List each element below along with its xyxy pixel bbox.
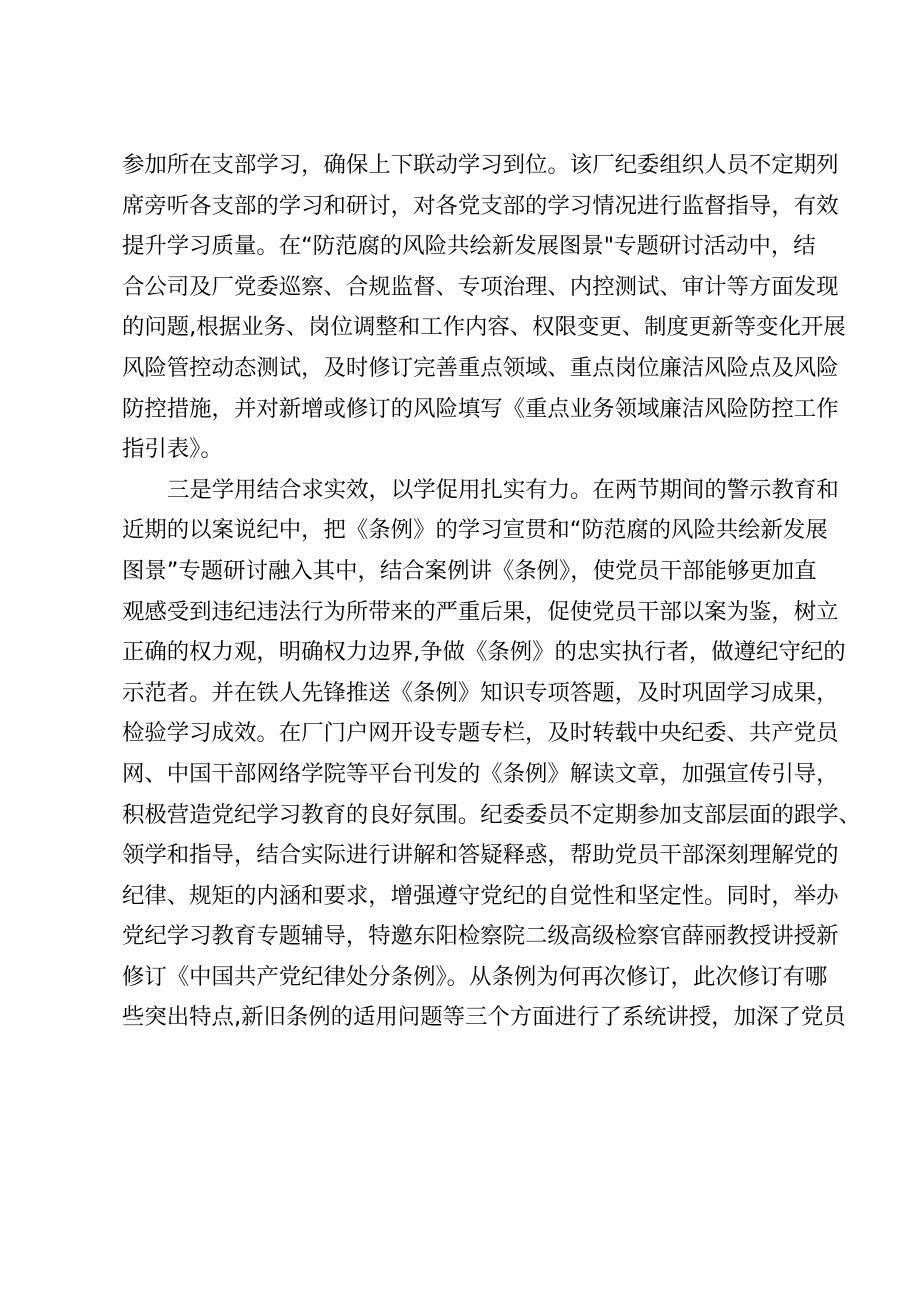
text-line: 提升学习质量。在“防范腐的风险共绘新发展图景"专题研讨活动中，结 (122, 233, 816, 260)
text-line: 纪律、规矩的内涵和要求，增强遵守党纪的自觉性和坚定性。同时，举办 (122, 882, 839, 909)
text-line: 示范者。并在铁人先锋推送《条例》知识专项答题，及时巩固学习成果， (122, 679, 839, 706)
text-line: 些突出特点,新旧条例的适用问题等三个方面进行了系统讲授，加深了党员 (122, 1004, 846, 1031)
text-line: 领学和指导，结合实际进行讲解和答疑释惑，帮助党员干部深刻理解党的 (122, 842, 839, 869)
document-body-text (122, 145, 861, 1038)
text-line: 风险管控动态测试，及时修订完善重点领域、重点岗位廉洁风险点及风险 (122, 354, 839, 381)
text-line: 修订《中国共产党纪律处分条例》。从条例为何再次修订，此次修订有哪 (122, 963, 828, 990)
paragraph-first-line: 三是学用结合求实效，以学促用扎实有力。在两节期间的警示教育和 (167, 476, 839, 503)
text-line: 网、中国干部网络学院等平台刊发的《条例》解读文章，加强宣传引导， (122, 760, 839, 787)
text-line: 积极营造党纪学习教育的良好氛围。纪委委员不定期参加支部层面的跟学、 (122, 801, 861, 828)
text-line: 的问题,根据业务、岗位调整和工作内容、权限变更、制度更新等变化开展 (122, 314, 846, 341)
text-line: 近期的以案说纪中，把《条例》的学习宣贯和“防范腐的风险共绘新发展 (122, 517, 828, 544)
text-line: 指引表》。 (122, 436, 223, 463)
text-line: 检验学习成效。在厂门户网开设专题专栏，及时转载中央纪委、共产党员 (122, 720, 839, 747)
text-line: 席旁听各支部的学习和研讨，对各党支部的学习情况进行监督指导，有效 (122, 192, 839, 219)
text-line: 防控措施，并对新增或修订的风险填写《重点业务领域廉洁风险防控工作 (122, 395, 839, 422)
text-line: 正确的权力观，明确权力边界,争做《条例》的忠实执行者，做遵纪守纪的 (122, 639, 846, 666)
text-line: 党纪学习教育专题辅导，特邀东阳检察院二级高级检察官薛丽教授讲授新 (122, 923, 839, 950)
text-line: 图景”专题研讨融入其中，结合案例讲《条例》，使党员干部能够更加直 (122, 557, 817, 584)
text-line: 参加所在支部学习，确保上下联动学习到位。该厂纪委组织人员不定期列 (122, 152, 839, 178)
text-line: 观感受到违纪违法行为所带来的严重后果，促使党员干部以案为鉴，树立 (122, 598, 839, 625)
text-line: 合公司及厂党委巡察、合规监督、专项治理、内控测试、审计等方面发现 (122, 273, 839, 300)
